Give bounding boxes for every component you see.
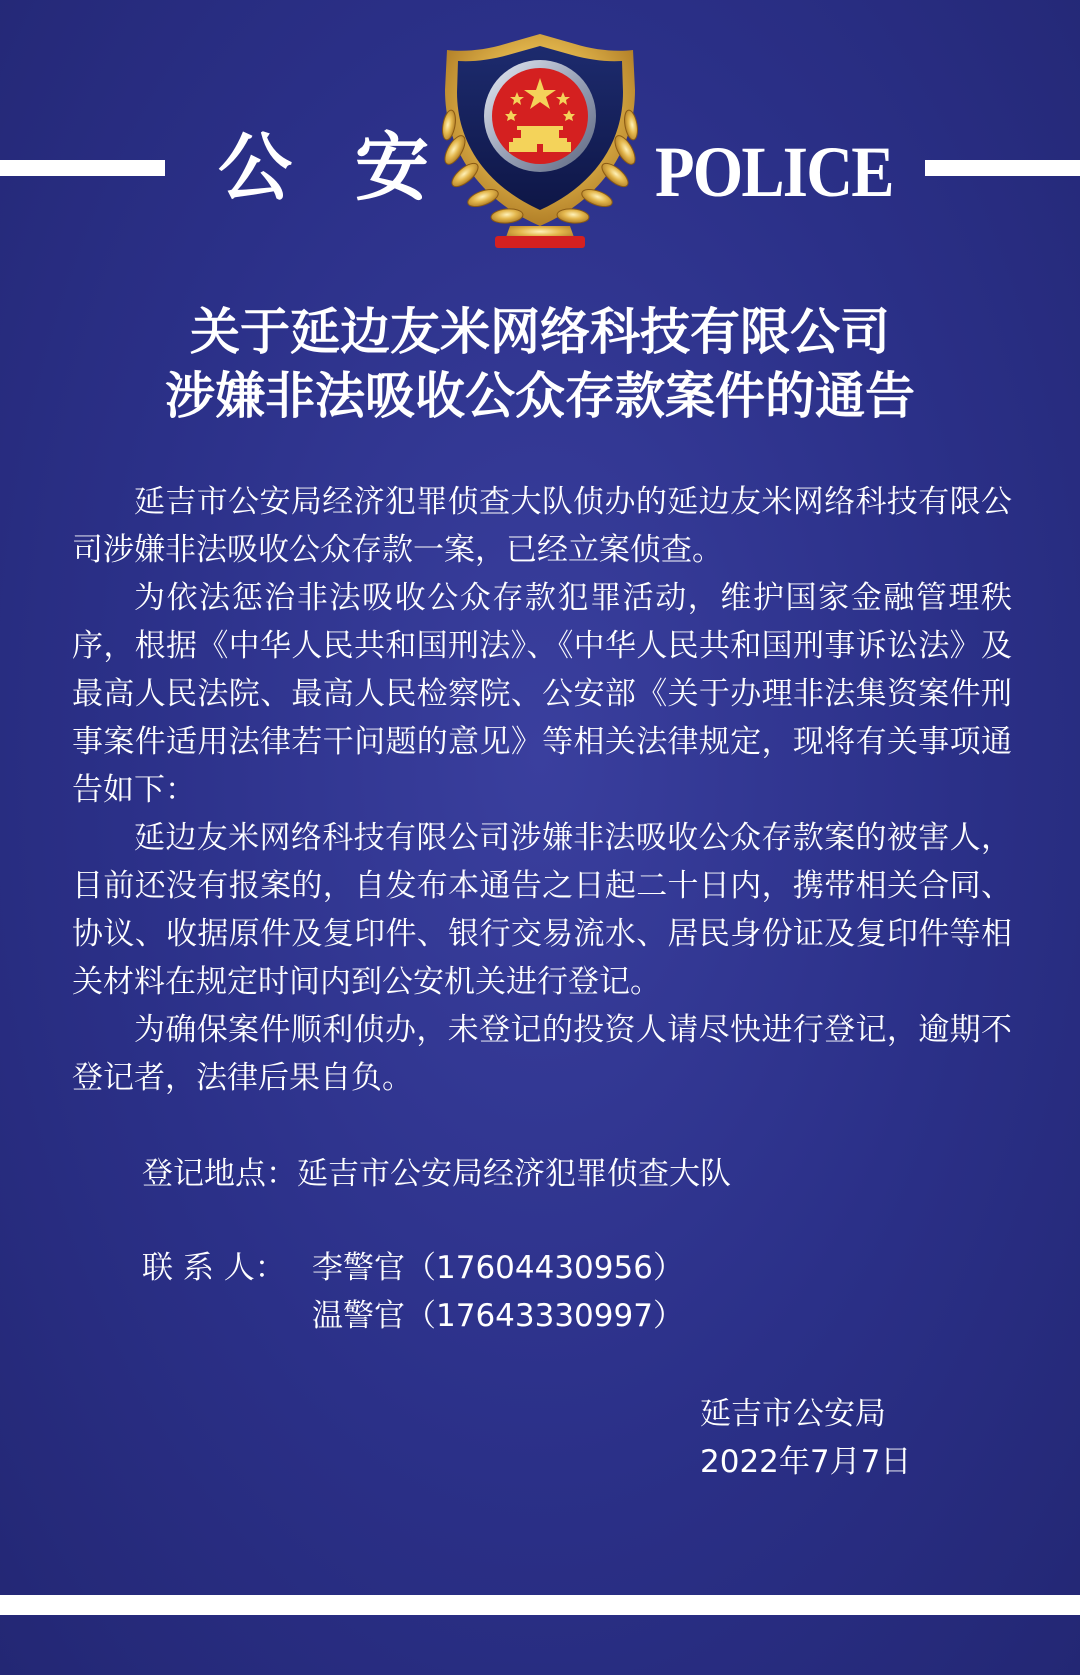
notice-title: [0, 300, 1080, 428]
signature-date: 2022年7月7日: [700, 1444, 912, 1480]
notice-body: [72, 478, 1012, 1102]
footer-bar: [0, 1595, 1080, 1615]
header-right-bar: [925, 160, 1080, 176]
body-paragraph: 为依法惩治非法吸收公众存款犯罪活动，维护国家金融管理秩序，根据《中华人民共和国刑法》、《中华人民共和国刑事诉讼法》及最高人民法院、最高人民检察院、公安部《关于办理非法集资案件刑事案件适用法律若干问题的意见》等相关法律规定，现将有关事项通告如下：: [72, 580, 1012, 808]
header-char-gong: 公: [218, 125, 292, 211]
header-left-bar: [0, 160, 165, 176]
notice-title-line1: 关于延边友米网络科技有限公司: [190, 303, 890, 361]
contact-label: 联 系 人：: [142, 1250, 286, 1286]
registration-location: [142, 1150, 731, 1198]
registration-label: 登记地点：: [142, 1156, 297, 1192]
contact-row: [142, 1292, 684, 1340]
notice-title-line2: 涉嫌非法吸收公众存款案件的通告: [165, 367, 915, 425]
contact-block: [142, 1244, 684, 1340]
body-paragraph: 延边友米网络科技有限公司涉嫌非法吸收公众存款案的被害人，目前还没有报案的，自发布本通告之日起二十日内，携带相关合同、协议、收据原件及复印件、银行交易流水、居民身份证及复印件等相关材料在规定时间内到公安机关进行登记。: [72, 820, 1012, 1000]
registration-value: 延吉市公安局经济犯罪侦查大队: [297, 1156, 731, 1192]
body-paragraph: 延吉市公安局经济犯罪侦查大队侦办的延边友米网络科技有限公司涉嫌非法吸收公众存款一案，已经立案侦查。: [72, 484, 1012, 568]
header-char-an: 安: [355, 125, 429, 211]
contact-person: 李警官（17604430956）: [312, 1250, 684, 1286]
contact-person: 温警官（17643330997）: [312, 1298, 684, 1334]
police-header: [0, 0, 1080, 260]
signature-org: 延吉市公安局: [700, 1396, 886, 1432]
signature-block: [700, 1390, 911, 1486]
body-paragraph: 为确保案件顺利侦办，未登记的投资人请尽快进行登记，逾期不登记者，法律后果自负。: [72, 1012, 1012, 1096]
header-police-label: POLICE: [655, 132, 893, 212]
police-emblem-icon: [425, 30, 655, 255]
contact-row: [142, 1244, 684, 1292]
